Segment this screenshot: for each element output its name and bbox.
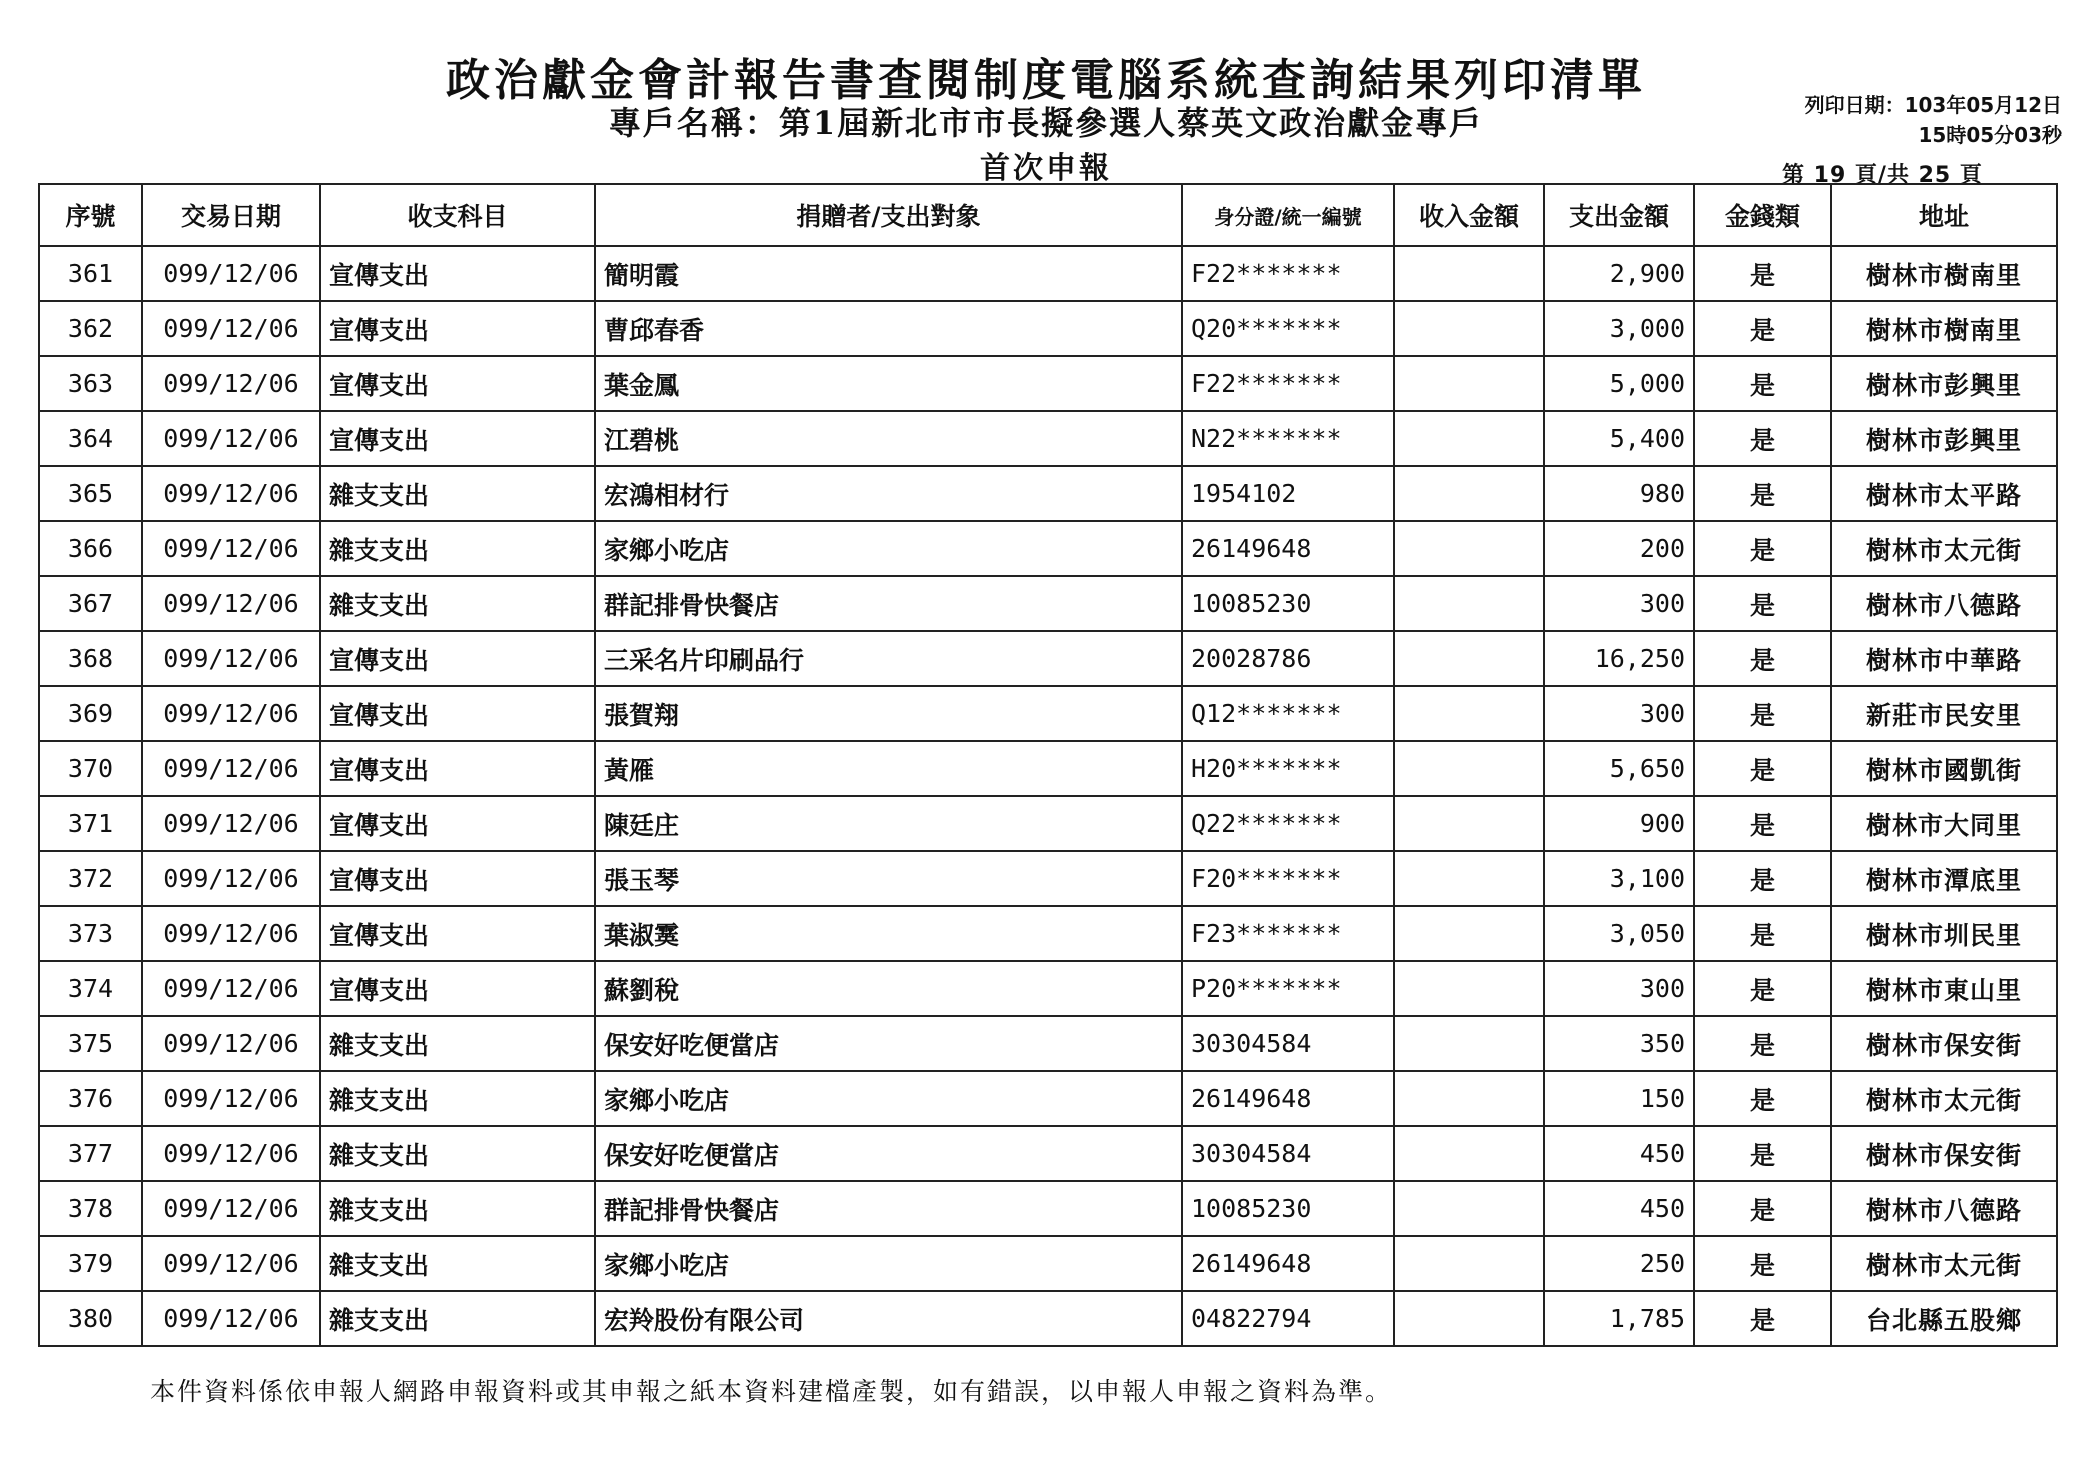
table-row [39, 1291, 2057, 1346]
cell-address: 樹林市東山里 [1831, 961, 2057, 1016]
cell-date: 099/12/06 [142, 1181, 320, 1236]
cell-subject: 雜支支出 [320, 1291, 595, 1346]
cell-money-type: 是 [1694, 356, 1831, 411]
cell-money-type: 是 [1694, 411, 1831, 466]
cell-address: 樹林市彭興里 [1831, 356, 2057, 411]
cell-subject: 宣傳支出 [320, 906, 595, 961]
cell-subject: 雜支支出 [320, 521, 595, 576]
cell-payee: 宏鴻相材行 [595, 466, 1182, 521]
cell-id: Q20******* [1182, 301, 1394, 356]
cell-expense: 5,000 [1544, 356, 1694, 411]
page-info: 第 19 頁/共 25 頁 [1782, 163, 1983, 188]
table-row [39, 851, 2057, 906]
cell-seq: 370 [39, 741, 142, 796]
ledger-table [38, 183, 2058, 1347]
cell-date: 099/12/06 [142, 576, 320, 631]
cell-id: 26149648 [1182, 1071, 1394, 1126]
cell-address: 樹林市國凱街 [1831, 741, 2057, 796]
cell-subject: 雜支支出 [320, 1181, 595, 1236]
cell-seq: 374 [39, 961, 142, 1016]
cell-id: F22******* [1182, 356, 1394, 411]
cell-date: 099/12/06 [142, 1236, 320, 1291]
header-date: 交易日期 [142, 184, 320, 246]
cell-id: P20******* [1182, 961, 1394, 1016]
table-row [39, 686, 2057, 741]
cell-address: 樹林市樹南里 [1831, 246, 2057, 301]
cell-money-type: 是 [1694, 906, 1831, 961]
cell-seq: 379 [39, 1236, 142, 1291]
cell-payee: 蘇劉稅 [595, 961, 1182, 1016]
cell-payee: 群記排骨快餐店 [595, 576, 1182, 631]
cell-expense: 3,050 [1544, 906, 1694, 961]
cell-seq: 368 [39, 631, 142, 686]
table-row [39, 411, 2057, 466]
cell-expense: 5,400 [1544, 411, 1694, 466]
header-payee: 捐贈者/支出對象 [595, 184, 1182, 246]
cell-seq: 366 [39, 521, 142, 576]
cell-address: 樹林市太元街 [1831, 1236, 2057, 1291]
cell-subject: 雜支支出 [320, 1126, 595, 1181]
cell-date: 099/12/06 [142, 961, 320, 1016]
cell-payee: 黃雁 [595, 741, 1182, 796]
cell-expense: 2,900 [1544, 246, 1694, 301]
cell-date: 099/12/06 [142, 851, 320, 906]
cell-income [1394, 961, 1544, 1016]
table-row [39, 466, 2057, 521]
cell-id: N22******* [1182, 411, 1394, 466]
cell-payee: 江碧桃 [595, 411, 1182, 466]
cell-subject: 宣傳支出 [320, 741, 595, 796]
cell-money-type: 是 [1694, 521, 1831, 576]
cell-seq: 361 [39, 246, 142, 301]
cell-address: 樹林市保安街 [1831, 1016, 2057, 1071]
cell-id: 26149648 [1182, 521, 1394, 576]
cell-address: 樹林市彭興里 [1831, 411, 2057, 466]
cell-seq: 378 [39, 1181, 142, 1236]
cell-payee: 保安好吃便當店 [595, 1016, 1182, 1071]
cell-money-type: 是 [1694, 1181, 1831, 1236]
cell-seq: 372 [39, 851, 142, 906]
cell-date: 099/12/06 [142, 411, 320, 466]
cell-id: 10085230 [1182, 1181, 1394, 1236]
cell-date: 099/12/06 [142, 466, 320, 521]
cell-seq: 363 [39, 356, 142, 411]
cell-subject: 宣傳支出 [320, 356, 595, 411]
cell-money-type: 是 [1694, 246, 1831, 301]
cell-money-type: 是 [1694, 466, 1831, 521]
cell-money-type: 是 [1694, 1126, 1831, 1181]
cell-address: 樹林市保安街 [1831, 1126, 2057, 1181]
cell-expense: 300 [1544, 961, 1694, 1016]
cell-date: 099/12/06 [142, 906, 320, 961]
cell-address: 樹林市中華路 [1831, 631, 2057, 686]
cell-money-type: 是 [1694, 1291, 1831, 1346]
cell-subject: 宣傳支出 [320, 796, 595, 851]
cell-money-type: 是 [1694, 1016, 1831, 1071]
table-header-row [39, 184, 2057, 246]
table-row [39, 906, 2057, 961]
cell-expense: 150 [1544, 1071, 1694, 1126]
print-date-line1: 列印日期：103年05月12日 [1804, 93, 2062, 117]
cell-income [1394, 631, 1544, 686]
cell-seq: 369 [39, 686, 142, 741]
cell-date: 099/12/06 [142, 741, 320, 796]
cell-income [1394, 1071, 1544, 1126]
cell-date: 099/12/06 [142, 631, 320, 686]
table-row [39, 301, 2057, 356]
cell-income [1394, 301, 1544, 356]
print-date [1805, 90, 2062, 150]
cell-income [1394, 521, 1544, 576]
cell-income [1394, 796, 1544, 851]
cell-id: 04822794 [1182, 1291, 1394, 1346]
cell-expense: 980 [1544, 466, 1694, 521]
cell-id: 26149648 [1182, 1236, 1394, 1291]
cell-address: 新莊市民安里 [1831, 686, 2057, 741]
cell-date: 099/12/06 [142, 301, 320, 356]
cell-address: 樹林市太元街 [1831, 1071, 2057, 1126]
cell-id: Q12******* [1182, 686, 1394, 741]
cell-id: 10085230 [1182, 576, 1394, 631]
cell-seq: 375 [39, 1016, 142, 1071]
cell-expense: 3,100 [1544, 851, 1694, 906]
cell-address: 樹林市潭底里 [1831, 851, 2057, 906]
cell-payee: 張賀翔 [595, 686, 1182, 741]
cell-address: 樹林市八德路 [1831, 1181, 2057, 1236]
cell-income [1394, 356, 1544, 411]
cell-address: 樹林市圳民里 [1831, 906, 2057, 961]
table-row [39, 1016, 2057, 1071]
account-name: 專戶名稱：第1屆新北市市長擬參選人蔡英文政治獻金專戶 [608, 104, 1484, 142]
cell-date: 099/12/06 [142, 521, 320, 576]
cell-payee: 家鄉小吃店 [595, 1236, 1182, 1291]
cell-subject: 宣傳支出 [320, 631, 595, 686]
cell-date: 099/12/06 [142, 1291, 320, 1346]
table-row [39, 796, 2057, 851]
cell-income [1394, 1291, 1544, 1346]
cell-id: F20******* [1182, 851, 1394, 906]
cell-money-type: 是 [1694, 741, 1831, 796]
cell-seq: 373 [39, 906, 142, 961]
cell-payee: 保安好吃便當店 [595, 1126, 1182, 1181]
cell-income [1394, 1236, 1544, 1291]
cell-id: 30304584 [1182, 1126, 1394, 1181]
table-row [39, 521, 2057, 576]
cell-id: Q22******* [1182, 796, 1394, 851]
cell-id: 20028786 [1182, 631, 1394, 686]
header-money-type: 金錢類 [1694, 184, 1831, 246]
cell-subject: 雜支支出 [320, 576, 595, 631]
cell-income [1394, 741, 1544, 796]
cell-seq: 365 [39, 466, 142, 521]
cell-payee: 葉淑霙 [595, 906, 1182, 961]
cell-income [1394, 576, 1544, 631]
cell-expense: 450 [1544, 1126, 1694, 1181]
cell-payee: 三采名片印刷品行 [595, 631, 1182, 686]
footer-note: 本件資料係依申報人網路申報資料或其申報之紙本資料建檔產製，如有錯誤，以申報人申報之資料為準。 [150, 1377, 1393, 1406]
cell-income [1394, 1016, 1544, 1071]
cell-income [1394, 411, 1544, 466]
cell-money-type: 是 [1694, 1236, 1831, 1291]
cell-income [1394, 851, 1544, 906]
cell-money-type: 是 [1694, 851, 1831, 906]
cell-expense: 450 [1544, 1181, 1694, 1236]
cell-income [1394, 1181, 1544, 1236]
cell-money-type: 是 [1694, 961, 1831, 1016]
cell-expense: 1,785 [1544, 1291, 1694, 1346]
cell-expense: 5,650 [1544, 741, 1694, 796]
cell-address: 樹林市樹南里 [1831, 301, 2057, 356]
cell-subject: 宣傳支出 [320, 686, 595, 741]
header-expense: 支出金額 [1544, 184, 1694, 246]
cell-payee: 曹邱春香 [595, 301, 1182, 356]
cell-seq: 376 [39, 1071, 142, 1126]
table-row [39, 1071, 2057, 1126]
header-income: 收入金額 [1394, 184, 1544, 246]
cell-id: H20******* [1182, 741, 1394, 796]
cell-subject: 宣傳支出 [320, 851, 595, 906]
cell-money-type: 是 [1694, 631, 1831, 686]
cell-id: F22******* [1182, 246, 1394, 301]
cell-income [1394, 906, 1544, 961]
cell-seq: 364 [39, 411, 142, 466]
cell-date: 099/12/06 [142, 246, 320, 301]
cell-subject: 雜支支出 [320, 1016, 595, 1071]
cell-seq: 377 [39, 1126, 142, 1181]
report-type: 首次申報 [980, 151, 1112, 186]
cell-address: 台北縣五股鄉 [1831, 1291, 2057, 1346]
header-id: 身分證/統一編號 [1182, 184, 1394, 246]
cell-expense: 300 [1544, 576, 1694, 631]
cell-payee: 群記排骨快餐店 [595, 1181, 1182, 1236]
cell-income [1394, 246, 1544, 301]
cell-id: F23******* [1182, 906, 1394, 961]
cell-expense: 16,250 [1544, 631, 1694, 686]
table-row [39, 1236, 2057, 1291]
cell-expense: 200 [1544, 521, 1694, 576]
cell-payee: 宏羚股份有限公司 [595, 1291, 1182, 1346]
cell-money-type: 是 [1694, 301, 1831, 356]
header-seq: 序號 [39, 184, 142, 246]
cell-seq: 362 [39, 301, 142, 356]
cell-payee: 簡明霞 [595, 246, 1182, 301]
cell-seq: 371 [39, 796, 142, 851]
cell-id: 30304584 [1182, 1016, 1394, 1071]
cell-income [1394, 1126, 1544, 1181]
cell-money-type: 是 [1694, 686, 1831, 741]
cell-expense: 900 [1544, 796, 1694, 851]
cell-date: 099/12/06 [142, 356, 320, 411]
cell-seq: 367 [39, 576, 142, 631]
document-title: 政治獻金會計報告書查閱制度電腦系統查詢結果列印清單 [446, 55, 1646, 106]
cell-address: 樹林市太元街 [1831, 521, 2057, 576]
cell-subject: 宣傳支出 [320, 411, 595, 466]
cell-payee: 家鄉小吃店 [595, 1071, 1182, 1126]
cell-payee: 張玉琴 [595, 851, 1182, 906]
table-row [39, 576, 2057, 631]
cell-money-type: 是 [1694, 576, 1831, 631]
cell-expense: 3,000 [1544, 301, 1694, 356]
cell-payee: 家鄉小吃店 [595, 521, 1182, 576]
cell-money-type: 是 [1694, 1071, 1831, 1126]
cell-subject: 雜支支出 [320, 1071, 595, 1126]
cell-date: 099/12/06 [142, 1126, 320, 1181]
cell-expense: 250 [1544, 1236, 1694, 1291]
table-row [39, 246, 2057, 301]
table-body [39, 246, 2057, 1346]
cell-seq: 380 [39, 1291, 142, 1346]
cell-address: 樹林市大同里 [1831, 796, 2057, 851]
cell-date: 099/12/06 [142, 796, 320, 851]
cell-date: 099/12/06 [142, 1071, 320, 1126]
cell-date: 099/12/06 [142, 686, 320, 741]
cell-subject: 雜支支出 [320, 466, 595, 521]
cell-income [1394, 686, 1544, 741]
cell-income [1394, 466, 1544, 521]
cell-expense: 300 [1544, 686, 1694, 741]
cell-subject: 宣傳支出 [320, 246, 595, 301]
cell-expense: 350 [1544, 1016, 1694, 1071]
cell-subject: 宣傳支出 [320, 301, 595, 356]
cell-payee: 陳廷庄 [595, 796, 1182, 851]
cell-payee: 葉金鳳 [595, 356, 1182, 411]
table-row [39, 631, 2057, 686]
cell-subject: 雜支支出 [320, 1236, 595, 1291]
table-row [39, 741, 2057, 796]
header-address: 地址 [1831, 184, 2057, 246]
table-row [39, 1181, 2057, 1236]
cell-date: 099/12/06 [142, 1016, 320, 1071]
cell-subject: 宣傳支出 [320, 961, 595, 1016]
cell-id: 1954102 [1182, 466, 1394, 521]
cell-money-type: 是 [1694, 796, 1831, 851]
table-row [39, 356, 2057, 411]
header-subject: 收支科目 [320, 184, 595, 246]
table-row [39, 1126, 2057, 1181]
table-row [39, 961, 2057, 1016]
cell-address: 樹林市太平路 [1831, 466, 2057, 521]
print-date-line2: 15時05分03秒 [1918, 123, 2062, 147]
cell-address: 樹林市八德路 [1831, 576, 2057, 631]
